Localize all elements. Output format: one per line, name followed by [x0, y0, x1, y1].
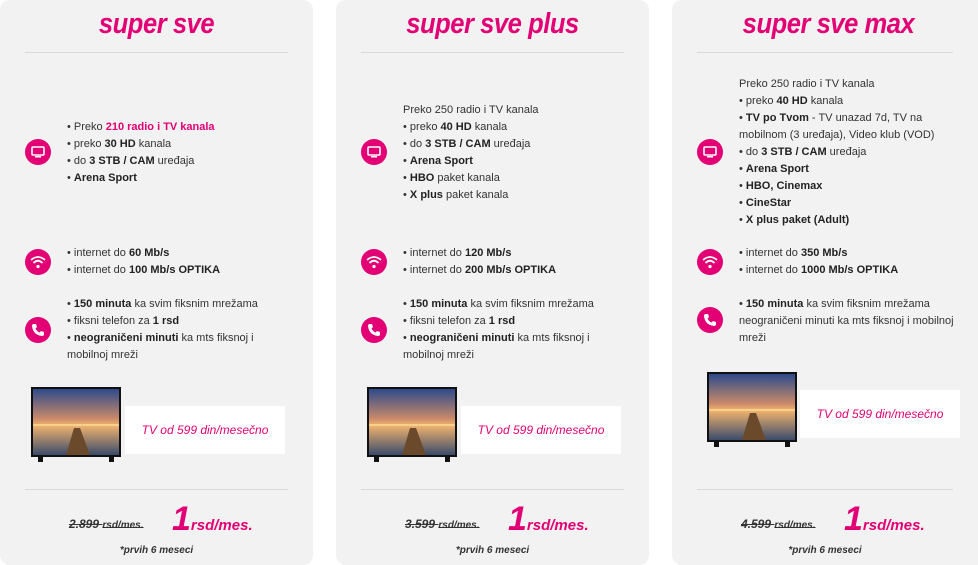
internet-feature-item: • internet do 100 Mb/s OPTIKA [67, 262, 297, 279]
tv-features [67, 119, 297, 187]
tv-image [30, 386, 122, 464]
tv-intro: • Preko 210 radio i TV kanala [67, 119, 297, 136]
phone-icon [361, 317, 387, 343]
tv-offer-text: TV od 599 din/mesečno [141, 423, 269, 437]
tv-feature-item: • do 3 STB / CAM uređaja [403, 136, 633, 153]
phone-feature-item: • 150 minuta ka svim fiksnim mrežama neograničeni minuti ka mts fiksnoj i mobilnoj mreži [739, 296, 961, 347]
new-price: 1rsd/mes. [172, 500, 253, 538]
internet-feature-item: • internet do 60 Mb/s [67, 245, 297, 262]
tv-features [403, 102, 633, 204]
divider [697, 489, 953, 490]
internet-feature-item: • internet do 200 Mb/s OPTIKA [403, 262, 633, 279]
tv-feature-item: • TV po Tvom - TV unazad 7d, TV na mobilnom (3 uređaja), Video klub (VOD) [739, 110, 961, 144]
tv-offer-box[interactable] [461, 406, 621, 454]
new-price: 1rsd/mes. [844, 500, 925, 538]
tv-image [366, 386, 458, 464]
tv-feature-item: • X plus paket kanala [403, 187, 633, 204]
plan-title: super sve plus [406, 8, 579, 40]
tv-offer-text: TV od 599 din/mesečno [816, 407, 944, 421]
price-footnote: *prvih 6 meseci [119, 545, 194, 556]
tv-feature-item: • preko 30 HD kanala [67, 136, 297, 153]
tv-icon [25, 139, 51, 165]
plan-title: super sve [98, 8, 215, 40]
internet-features [67, 245, 297, 279]
phone-features [67, 296, 297, 364]
phone-features [403, 296, 633, 364]
wifi-icon [361, 249, 387, 275]
phone-features [739, 296, 961, 347]
price-footnote: *prvih 6 meseci [788, 545, 862, 556]
tv-feature-item: • CineStar [739, 195, 961, 212]
divider [25, 489, 288, 490]
price-footnote: *prvih 6 meseci [455, 545, 530, 556]
internet-features [403, 245, 633, 279]
phone-feature-item: • neograničeni minuti ka mts fiksnoj i mobilnoj mreži [67, 330, 297, 364]
divider [697, 52, 953, 53]
tv-feature-item: • Arena Sport [403, 153, 633, 170]
internet-feature-item: • internet do 1000 Mb/s OPTIKA [739, 262, 969, 279]
old-price: 4.599 rsd/mes. [741, 517, 816, 531]
internet-features [739, 245, 969, 279]
plan-card-super-sve-max [672, 0, 978, 565]
tv-feature-item: • HBO, Cinemax [739, 178, 961, 195]
tv-feature-item: • preko 40 HD kanala [403, 119, 633, 136]
phone-icon [697, 307, 723, 333]
tv-feature-item: • do 3 STB / CAM uređaja [67, 153, 297, 170]
old-price: 3.599 rsd/mes. [405, 517, 480, 531]
divider [25, 52, 288, 53]
wifi-icon [697, 249, 723, 275]
new-price: 1rsd/mes. [508, 500, 589, 538]
internet-feature-item: • internet do 350 Mb/s [739, 245, 969, 262]
tv-intro: Preko 250 radio i TV kanala [739, 78, 875, 90]
tv-features [739, 76, 961, 229]
phone-icon [25, 317, 51, 343]
divider [361, 52, 624, 53]
old-price: 2.899 rsd/mes. [69, 517, 144, 531]
phone-feature-item: • 150 minuta ka svim fiksnim mrežama [67, 296, 297, 313]
tv-feature-item: • HBO paket kanala [403, 170, 633, 187]
plan-title: super sve max [742, 8, 915, 40]
plan-card-super-sve-plus [336, 0, 649, 565]
internet-feature-item: • internet do 120 Mb/s [403, 245, 633, 262]
tv-feature-item: • Arena Sport [739, 161, 961, 178]
phone-feature-item: • 150 minuta ka svim fiksnim mrežama [403, 296, 633, 313]
tv-feature-item: • X plus paket (Adult) [739, 212, 961, 229]
phone-feature-item: • neograničeni minuti ka mts fiksnoj i mobilnoj mreži [403, 330, 633, 364]
tv-offer-box[interactable] [800, 390, 960, 438]
tv-feature-item: • preko 40 HD kanala [739, 93, 961, 110]
plan-card-super-sve [0, 0, 313, 565]
phone-feature-item: • fiksni telefon za 1 rsd [67, 313, 297, 330]
tv-image [706, 371, 798, 449]
tv-icon [697, 139, 723, 165]
tv-intro: Preko 250 radio i TV kanala [403, 104, 539, 116]
wifi-icon [25, 249, 51, 275]
tv-offer-text: TV od 599 din/mesečno [477, 423, 605, 437]
tv-icon [361, 139, 387, 165]
tv-feature-item: • Arena Sport [67, 170, 297, 187]
divider [361, 489, 624, 490]
phone-feature-item: • fiksni telefon za 1 rsd [403, 313, 633, 330]
tv-feature-item: • do 3 STB / CAM uređaja [739, 144, 961, 161]
tv-offer-box[interactable] [125, 406, 285, 454]
